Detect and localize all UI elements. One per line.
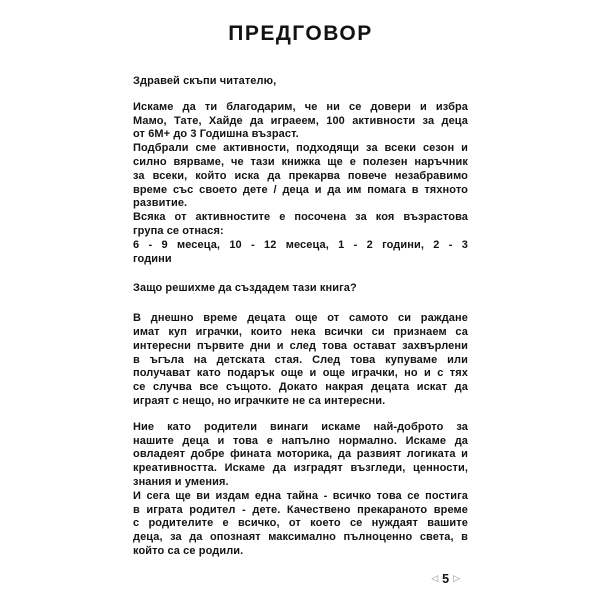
text-line: И сега ще ви издам една тайна - всичко това се постига (133, 489, 468, 502)
text-line: от 6М+ до 3 Годишна възраст. (133, 128, 299, 141)
text-line: играят с нещо, но играчките не са интересни. (133, 394, 386, 407)
text-line: В днешно време децата още от самото си раждане (133, 312, 468, 325)
page-footer (133, 568, 460, 586)
paragraph-parents (133, 421, 468, 559)
text-line: Подбрали сме активности, подходящи за всеки сезон и (133, 142, 468, 155)
text-line: деца, за да опознаят максимално пълноценно света, в (133, 531, 468, 544)
text-line: развитие. (133, 197, 188, 210)
pager (431, 572, 460, 586)
text-line: интересни първите дни и след това остават захвърлени (133, 339, 468, 352)
text-line: в ъгъла на детската стая. След това купуваме или (133, 353, 468, 366)
text-line: години (133, 252, 172, 265)
text-line: с родителите е всичко, от което се нуждаят вашите (133, 517, 468, 530)
text-line: който са се родили. (133, 544, 244, 557)
page-title: ПРЕДГОВОР (228, 22, 373, 45)
text-line: се случва все същото. Докато накрая децата искат да (133, 381, 468, 394)
text-line: Искаме да ти благодарим, че ни се довери и избра (133, 100, 468, 113)
text-line: овладеят добре фината моторика, да развият логиката и (133, 448, 468, 461)
text-line: в играта родител - дете. Качествено прекараното време (133, 503, 468, 516)
paragraph-intro (133, 101, 468, 267)
text-line: Мамо, Тате, Хайде да играеем, 100 активности за деца (133, 114, 468, 127)
prev-page-icon: ◁ (431, 574, 439, 584)
text-line: Ние като родители винаги искаме най-доброто за (133, 420, 468, 433)
text-line: група се отнася: (133, 224, 224, 237)
text-line: получават като подарък още и още играчки, но и с тях (133, 367, 468, 380)
text-line: Здравей скъпи читателю, (133, 75, 277, 87)
text-line: знания и умения. (133, 475, 229, 488)
body-text (133, 75, 468, 559)
paragraph-toys (133, 312, 468, 409)
text-line: креативността. Искаме да изградят възгледи, ценности, (133, 462, 468, 475)
paragraph-greeting (133, 75, 468, 89)
page-number: 5 (442, 572, 450, 586)
text-line: за всеки, който иска да прекарва повече незабравимо (133, 169, 468, 182)
text-line: имат куп играчки, които нека всички си признаем са (133, 325, 468, 338)
text-block (133, 22, 468, 559)
text-line: нашите деца и това е напълно нормално. Искаме да (133, 434, 468, 447)
paragraph-question-heading (133, 282, 468, 296)
text-line: силно вярваме, че тази книжка ще е полезен наръчник (133, 155, 468, 168)
text-line: време със своето дете / деца и да им помага в тяхното (133, 183, 468, 196)
next-page-icon: ▷ (453, 574, 460, 584)
text-line: 6 - 9 месеца, 10 - 12 месеца, 1 - 2 години, 2 - 3 (133, 238, 468, 251)
text-line: Всяка от активностите е посочена за коя възрастова (133, 211, 468, 224)
text-line: Защо решихме да създадем тази книга? (133, 282, 357, 295)
